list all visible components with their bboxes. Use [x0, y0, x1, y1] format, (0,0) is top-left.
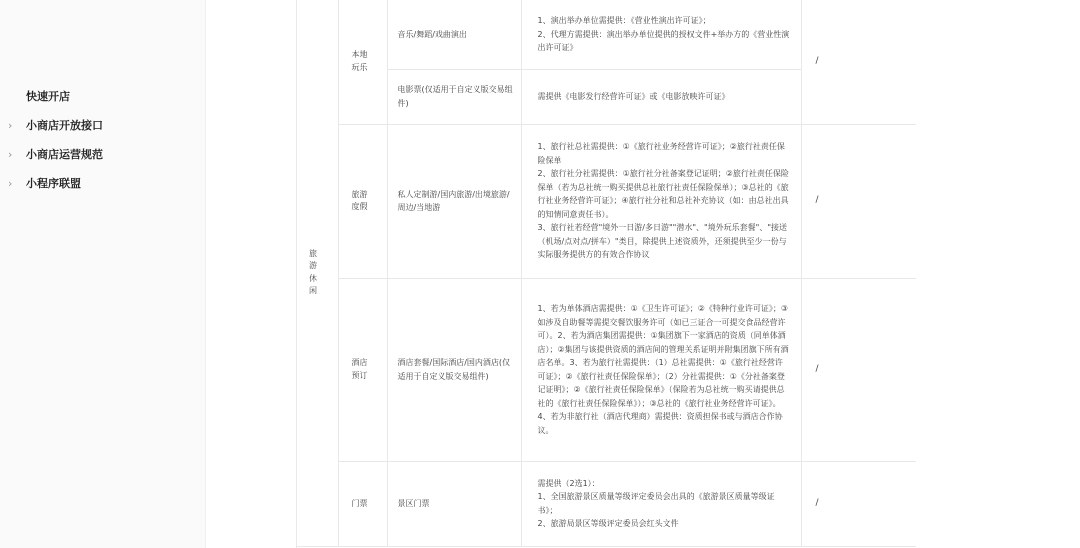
table-row	[297, 124, 916, 278]
requirement-cell: 需提供《电影发行经营许可证》或《电影放映许可证》	[521, 69, 801, 124]
qualification-table	[297, 0, 916, 547]
note-cell: /	[801, 278, 916, 461]
requirement-cell	[521, 0, 801, 69]
item-cell: 音乐/舞蹈/戏曲演出	[387, 0, 521, 69]
subcategory-label: 本地玩乐	[351, 50, 368, 72]
table-row	[297, 461, 916, 546]
sidebar-item-quick-start[interactable]	[0, 86, 205, 115]
subcategory-cell	[338, 124, 387, 278]
sidebar-item-label: 快速开店	[26, 90, 70, 103]
requirement-cell: 1、若为单体酒店需提供：①《卫生许可证》；②《特种行业许可证》；③如涉及自助餐等需提交餐饮服务许可（如已三证合一可提交食品经营许可）。2、若为酒店集团需提供：①集团旗下一家酒店的资质（同单体酒店）；②集团与该提供资质的酒店间的管理关系证明并附集团旗下所有酒店名单。3、若为旅行社需提供：（1）总社需提供：①《旅行社经营许可证》；②《旅行社责任保险保单》；（2）分社需提供：①《分社备案登记证明》；②《旅行社责任保险保单》（保险若为总社统一购买请提供总社的《旅行社责任保险保单》）；③总社的《旅行社业务经营许可证》。4、若为非旅行社（酒店代理商）需提供：资质担保书或与酒店合作协议。	[521, 278, 801, 461]
requirement-line: 1、演出举办单位需提供：《营业性演出许可证》；	[537, 16, 711, 25]
subcategory-cell	[338, 0, 387, 124]
requirement-line: 2、代理方需提供：演出举办单位提供的授权文件+举办方的《营业性演出许可证》	[537, 29, 790, 52]
requirement-line: 1、旅行社总社需提供：①《旅行社业务经营许可证》；②旅行社责任保险保单	[537, 142, 785, 165]
chevron-right-icon: ›	[8, 148, 13, 161]
requirement-cell	[521, 124, 801, 278]
sidebar-item-label: 小程序联盟	[26, 177, 81, 190]
table-row	[297, 0, 916, 69]
table-row	[297, 278, 916, 461]
sidebar-item-open-api[interactable]	[0, 115, 205, 144]
requirement-line: 1、全国旅游景区质量等级评定委员会出具的《旅游景区质量等级证书》；	[537, 492, 775, 515]
note-cell: /	[801, 461, 916, 546]
sidebar-nav	[0, 86, 205, 202]
item-cell: 电影票(仅适用于自定义版交易组件)	[387, 69, 521, 124]
item-cell: 景区门票	[387, 461, 521, 546]
chevron-right-icon: ›	[8, 177, 13, 190]
sidebar-item-operation-rules[interactable]	[0, 144, 205, 173]
requirement-line: 2、旅游局景区等级评定委员会红头文件	[537, 519, 679, 528]
item-cell: 私人定制游/国内旅游/出境旅游/周边/当地游	[387, 124, 521, 278]
subcategory-label: 酒店预订	[351, 358, 368, 380]
item-cell: 酒店套餐/国际酒店/国内酒店(仅适用于自定义版交易组件)	[387, 278, 521, 461]
qualification-table-container	[296, 0, 916, 548]
sidebar-item-label: 小商店运营规范	[26, 148, 103, 161]
category-cell	[297, 0, 338, 546]
requirement-cell	[521, 461, 801, 546]
chevron-right-icon: ›	[8, 119, 13, 132]
subcategory-cell	[338, 461, 387, 546]
category-label: 旅游休闲	[309, 248, 317, 296]
requirement-line: 3、旅行社若经营"境外一日游/多日游""潜水"、"境外玩乐套餐"、"接送（机场/点对点/拼车）"类目，除提供上述资质外，还须提供至少一份与实际服务提供方的有效合作协议	[537, 223, 788, 260]
sidebar	[0, 0, 206, 548]
subcategory-label: 旅游度假	[351, 189, 368, 211]
subcategory-label: 门票	[351, 498, 368, 508]
note-cell: /	[801, 124, 916, 278]
sidebar-item-mini-program-alliance[interactable]	[0, 173, 205, 202]
requirement-line: 需提供（2选1）：	[537, 478, 600, 488]
subcategory-cell	[338, 278, 387, 461]
note-cell: /	[801, 0, 916, 124]
sidebar-item-label: 小商店开放接口	[26, 119, 103, 132]
requirement-line: 2、旅行社分社需提供：①旅行社分社备案登记证明；②旅行社责任保险保单（若为总社统一购买提供总社旅行社责任保险保单）；③总社的《旅行社业务经营许可证》；④旅行社分社和总社补充协议（如：由总社出具的知情同意责任书）。	[537, 169, 789, 219]
